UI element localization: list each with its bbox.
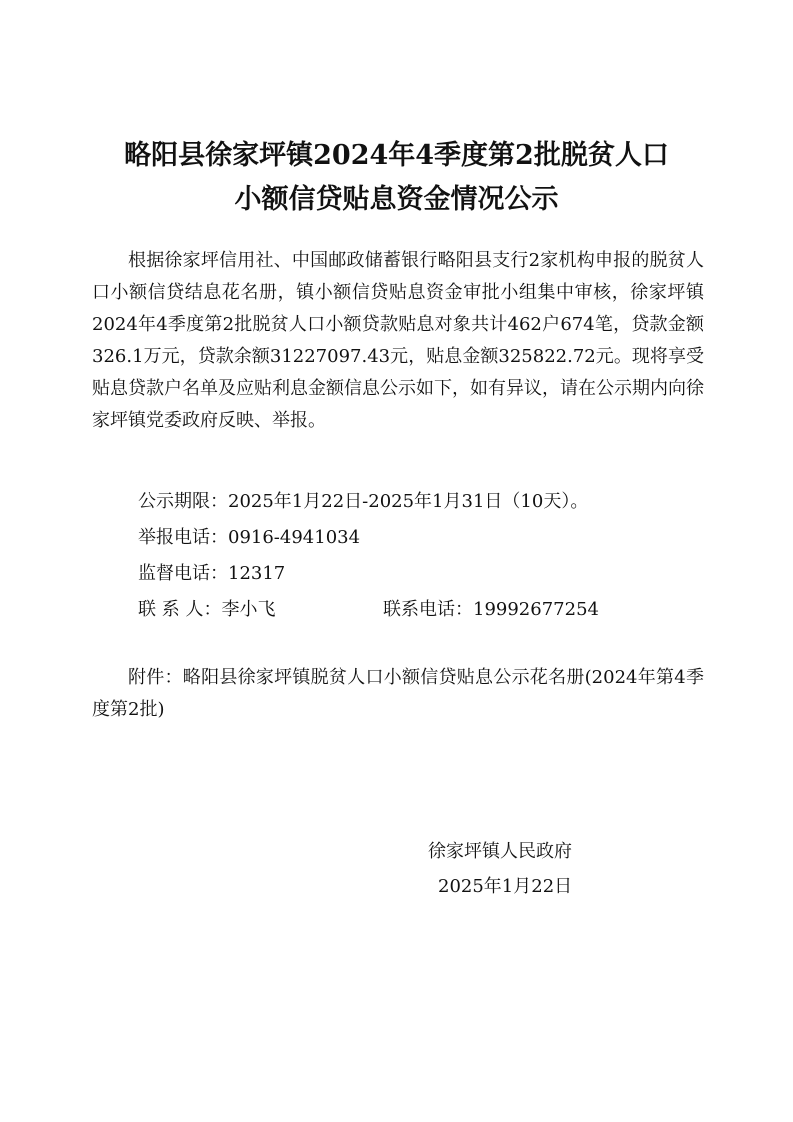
supervision-phone: 监督电话：12317 <box>138 563 286 584</box>
signature-organization: 徐家坪镇人民政府 <box>428 841 572 862</box>
signature-date: 2025年1月22日 <box>438 876 573 897</box>
contact-person: 联 系 人：李小飞 <box>138 599 276 620</box>
document-title-line2: 小额信贷贴息资金情况公示 <box>234 184 559 215</box>
body-paragraph: 根据徐家坪信用社、中国邮政储蓄银行略阳县支行2家机构申报的脱贫人口小额信贷结息花名册，镇小额信贷贴息资金审批小组集中审核，徐家坪镇2024年4季度第2批脱贫人口小额贷款贴息对象共计462户674笔，贷款金额326.1万元，贷款余额31227097.43元，贴息金额325822.72元。现将享受贴息贷款户名单及应贴利息金额信息公示如下，如有异议，请在公示期内向徐家坪镇党委政府反映、举报。 <box>92 250 704 431</box>
attachment-note: 附件：略阳县徐家坪镇脱贫人口小额信贷贴息公示花名册(2024年第4季度第2批) <box>92 667 704 720</box>
publicity-period: 公示期限：2025年1月22日-2025年1月31日（10天）。 <box>138 491 589 512</box>
document-title-line1: 略阳县徐家坪镇2024年4季度第2批脱贫人口 <box>124 140 669 171</box>
contact-phone: 联系电话：19992677254 <box>383 599 599 620</box>
report-phone: 举报电话：0916-4941034 <box>138 527 361 548</box>
